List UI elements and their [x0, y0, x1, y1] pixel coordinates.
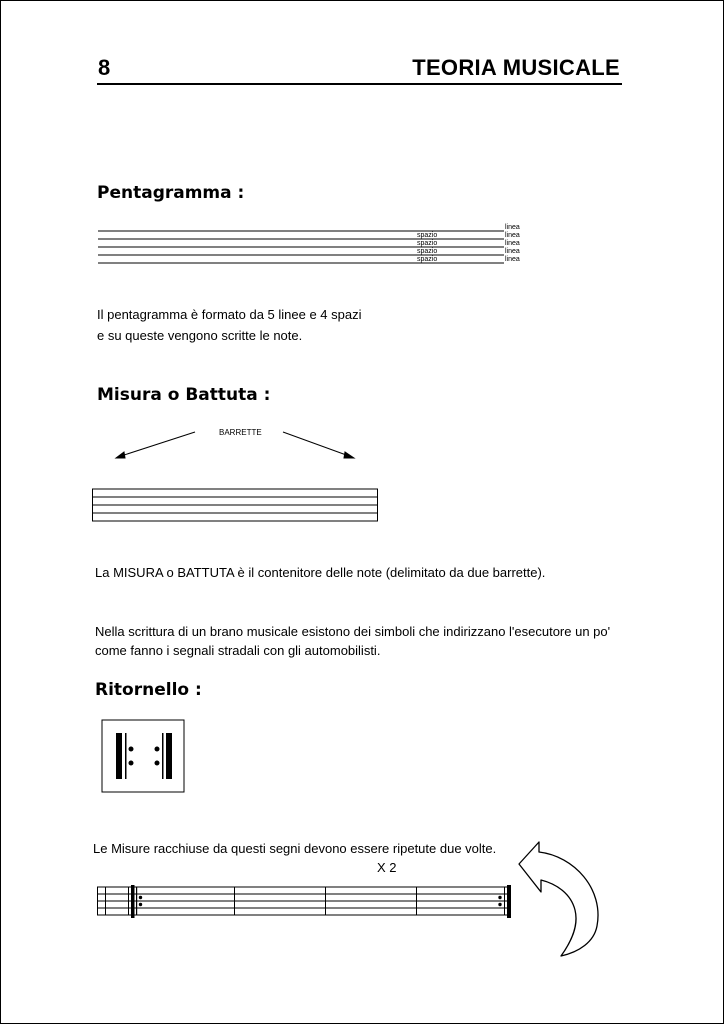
repeat-count-label: X 2 [377, 860, 397, 875]
ritornello-description: Le Misure racchiuse da questi segni devono essere ripetute due volte. [93, 841, 497, 856]
repeat-staff [95, 885, 515, 919]
misura-description: La MISURA o BATTUTA è il contenitore delle note (delimitato da due barrette). [95, 565, 546, 580]
repeat-end-thick-bar [166, 733, 172, 779]
repeat-start-dot [129, 761, 134, 766]
line-label: linea [505, 256, 520, 263]
repeat-end-thin-bar [162, 733, 164, 779]
page-number: 8 [98, 55, 111, 80]
page-title: TEORIA MUSICALE [412, 55, 620, 80]
repeat-end-dot [155, 761, 160, 766]
space-label: spazio [417, 256, 438, 263]
barrette-arrows [111, 426, 361, 466]
measure-staff [90, 485, 382, 525]
pentagramma-description-1: Il pentagramma è formato da 5 linee e 4 spazi [97, 307, 362, 322]
pentagramma-description-2: e su queste vengono scritte le note. [97, 328, 303, 343]
space-label: spazio [417, 232, 438, 239]
repeat-end-dot [155, 747, 160, 752]
symbols-note-1: Nella scrittura di un brano musicale esistono dei simboli che indirizzano l'esecutore un po' [95, 624, 611, 639]
line-label: linea [505, 224, 520, 231]
space-label: spazio [417, 240, 438, 247]
staff-diagram [96, 223, 526, 267]
line-label: linea [505, 240, 520, 247]
ritornello-heading: Ritornello : [95, 680, 202, 700]
symbols-note-2: come fanno i segnali stradali con gli automobilisti. [95, 643, 381, 658]
repeat-start-dot [129, 747, 134, 752]
line-label: linea [505, 248, 520, 255]
repeat-end-dot [498, 896, 501, 899]
line-label: linea [505, 232, 520, 239]
pentagramma-heading: Pentagramma : [97, 183, 245, 203]
repeat-start-dot [139, 896, 142, 899]
header-divider [97, 83, 622, 85]
repeat-start-thin-bar [125, 733, 127, 779]
misura-heading: Misura o Battuta : [97, 385, 271, 405]
arrow-right-icon [344, 452, 354, 458]
repeat-start-thick-bar [116, 733, 122, 779]
arrow-left-icon [116, 452, 125, 458]
repeat-start-dot [139, 903, 142, 906]
curved-repeat-arrow-icon [509, 834, 603, 959]
space-label: spazio [417, 248, 438, 255]
repeat-signs-box [101, 719, 185, 793]
arrow-left-line [121, 432, 195, 456]
repeat-end-dot [498, 903, 501, 906]
arrow-right-line [283, 432, 349, 456]
barrette-label: BARRETTE [219, 428, 262, 437]
repeat-start-thick-bar [131, 885, 135, 918]
